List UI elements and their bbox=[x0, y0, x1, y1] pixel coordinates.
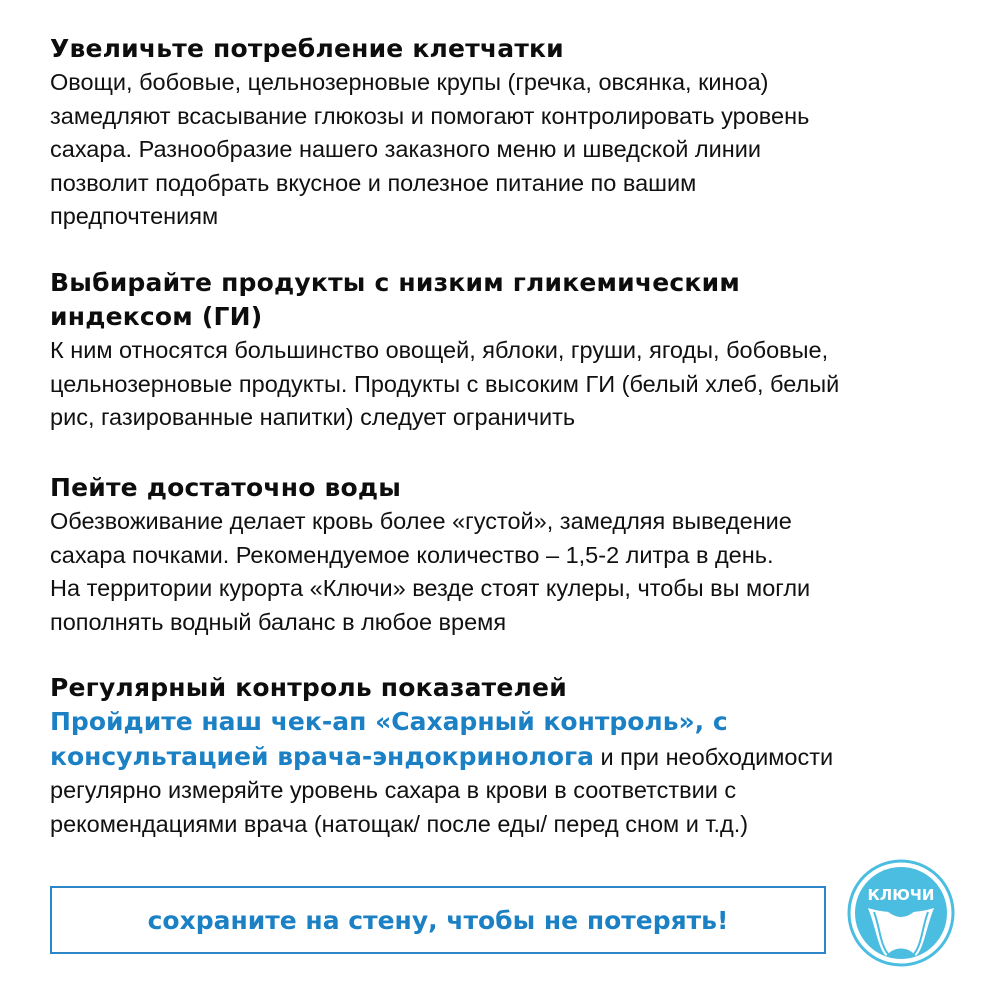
body-text: и при необходимости bbox=[593, 743, 834, 770]
logo-top-text: КУРОРТ bbox=[883, 869, 919, 876]
body-line: замедляют всасывание глюкозы и помогают контролировать уровень bbox=[50, 102, 810, 129]
checkup-link[interactable]: консультацией врача-эндокринолога bbox=[50, 741, 594, 771]
section-fiber bbox=[50, 32, 970, 234]
section-heading: индексом (ГИ) bbox=[50, 302, 263, 331]
section-control bbox=[50, 671, 970, 841]
body-line: пополнять водный баланс в любое время bbox=[50, 608, 507, 635]
body-line: регулярно измеряйте уровень сахара в крови в соответствии с bbox=[50, 777, 737, 804]
kluchi-logo-icon bbox=[846, 858, 956, 968]
body-line: предпочтениям bbox=[50, 203, 219, 230]
section-heading: Выбирайте продукты с низким гликемическим bbox=[50, 268, 740, 297]
save-callout bbox=[50, 886, 826, 954]
body-line: К ним относятся большинство овощей, яблоки, груши, ягоды, бобовые, bbox=[50, 337, 829, 363]
body-line: рекомендациями врача (натощак/ после еды/ перед сном и т.д.) bbox=[50, 810, 749, 837]
body-line: рис, газированные напитки) следует ограничить bbox=[50, 404, 576, 431]
body-line: позволит подобрать вкусное и полезное питание по вашим bbox=[50, 169, 697, 196]
body-line: цельнозерновые продукты. Продукты с высоким ГИ (белый хлеб, белый bbox=[50, 370, 840, 397]
logo-name-text: КЛЮЧИ bbox=[867, 886, 935, 904]
section-heading: Пейте достаточно воды bbox=[50, 473, 402, 502]
body-line: На территории курорта «Ключи» везде стоят кулеры, чтобы вы могли bbox=[50, 575, 811, 602]
body-line: Обезвоживание делает кровь более «густой», замедляя выведение bbox=[50, 508, 792, 534]
section-heading: Увеличьте потребление клетчатки bbox=[50, 34, 564, 63]
body-line: сахара почками. Рекомендуемое количество – 1,5-2 литра в день. bbox=[50, 541, 774, 568]
section-low-gi bbox=[50, 266, 970, 435]
section-heading: Регулярный контроль показателей bbox=[50, 673, 567, 702]
section-water bbox=[50, 471, 970, 639]
body-line: Овощи, бобовые, цельнозерновые крупы (гречка, овсянка, киноа) bbox=[50, 69, 769, 95]
checkup-link[interactable]: Пройдите наш чек-ап «Сахарный контроль», с bbox=[50, 707, 728, 736]
body-line: сахара. Разнообразие нашего заказного меню и шведской линии bbox=[50, 136, 761, 163]
save-callout-text: сохраните на стену, чтобы не потерять! bbox=[147, 905, 729, 935]
